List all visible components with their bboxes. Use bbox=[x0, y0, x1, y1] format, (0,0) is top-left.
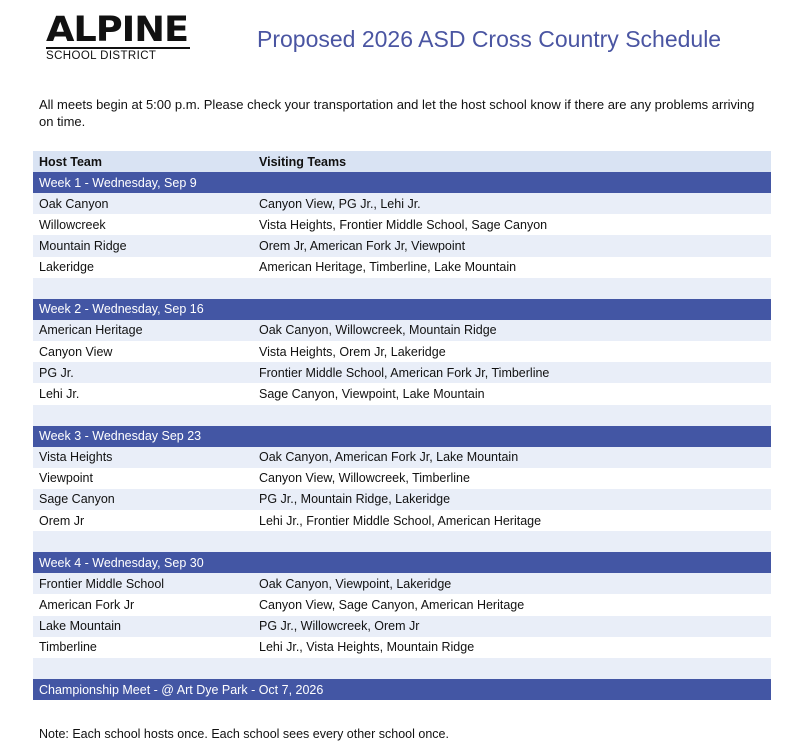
host-cell: Sage Canyon bbox=[39, 492, 115, 507]
host-cell: Oak Canyon bbox=[39, 196, 109, 211]
host-cell: Orem Jr bbox=[39, 513, 85, 528]
visiting-cell: Vista Heights, Orem Jr, Lakeridge bbox=[259, 344, 446, 359]
visiting-cell: Orem Jr, American Fork Jr, Viewpoint bbox=[259, 238, 466, 253]
visiting-cell: Oak Canyon, Willowcreek, Mountain Ridge bbox=[259, 323, 497, 338]
header-host: Host Team bbox=[39, 154, 102, 169]
table-row bbox=[33, 489, 771, 510]
host-cell: American Fork Jr bbox=[39, 598, 135, 613]
intro-text: All meets begin at 5:00 p.m. Please check your transportation and let the host school know if there are any problems arriving on time. bbox=[39, 97, 755, 129]
week-spacer bbox=[33, 405, 771, 426]
table-row bbox=[33, 637, 771, 658]
visiting-cell: Oak Canyon, American Fork Jr, Lake Mountain bbox=[259, 450, 519, 465]
table-row bbox=[33, 594, 771, 615]
visiting-cell: Canyon View, Sage Canyon, American Heritage bbox=[259, 598, 525, 613]
table-row bbox=[33, 447, 771, 468]
visiting-cell: American Heritage, Timberline, Lake Mountain bbox=[259, 260, 517, 275]
page-title: Proposed 2026 ASD Cross Country Schedule bbox=[257, 26, 722, 52]
host-cell: Willowcreek bbox=[39, 217, 106, 232]
host-cell: Canyon View bbox=[39, 344, 113, 359]
host-cell: Vista Heights bbox=[39, 450, 113, 465]
district-logo bbox=[46, 10, 192, 62]
host-cell: PG Jr. bbox=[39, 365, 74, 380]
table-row bbox=[33, 510, 771, 531]
visiting-cell: Frontier Middle School, American Fork Jr, Timberline bbox=[259, 365, 550, 380]
visiting-cell: PG Jr., Mountain Ridge, Lakeridge bbox=[259, 492, 451, 507]
week-header: Week 4 - Wednesday, Sep 30 bbox=[33, 552, 771, 573]
table-header-row bbox=[33, 151, 771, 172]
logo-subtitle: SCHOOL DISTRICT bbox=[46, 47, 190, 62]
schedule-table bbox=[33, 151, 771, 700]
logo-wordmark: ALPINE bbox=[46, 10, 189, 50]
table-row bbox=[33, 193, 771, 214]
week-spacer bbox=[33, 531, 771, 552]
table-row bbox=[33, 341, 771, 362]
table-row bbox=[33, 383, 771, 404]
visiting-cell: Lehi Jr., Frontier Middle School, American Heritage bbox=[259, 513, 542, 528]
table-row bbox=[33, 468, 771, 489]
week-spacer bbox=[33, 658, 771, 679]
footer-note: Note: Each school hosts once. Each school sees every other school once. bbox=[39, 727, 449, 741]
visiting-cell: PG Jr., Willowcreek, Orem Jr bbox=[259, 619, 420, 634]
table-row bbox=[33, 257, 771, 278]
table-row bbox=[33, 214, 771, 235]
host-cell: Viewpoint bbox=[39, 471, 93, 486]
header-visiting: Visiting Teams bbox=[259, 154, 347, 169]
host-cell: Mountain Ridge bbox=[39, 238, 127, 253]
visiting-cell: Canyon View, Willowcreek, Timberline bbox=[259, 471, 470, 486]
host-cell: Lakeridge bbox=[39, 260, 94, 275]
table-row bbox=[33, 320, 771, 341]
table-row bbox=[33, 235, 771, 256]
visiting-cell: Oak Canyon, Viewpoint, Lakeridge bbox=[259, 576, 452, 591]
host-cell: Lake Mountain bbox=[39, 619, 122, 634]
host-cell: Lehi Jr. bbox=[39, 386, 80, 401]
host-cell: Timberline bbox=[39, 640, 97, 655]
week-header: Week 3 - Wednesday Sep 23 bbox=[33, 426, 771, 447]
table-row bbox=[33, 362, 771, 383]
week-header: Week 1 - Wednesday, Sep 9 bbox=[33, 172, 771, 193]
visiting-cell: Lehi Jr., Vista Heights, Mountain Ridge bbox=[259, 640, 475, 655]
host-cell: American Heritage bbox=[39, 323, 143, 338]
visiting-cell: Canyon View, PG Jr., Lehi Jr. bbox=[259, 196, 421, 211]
visiting-cell: Sage Canyon, Viewpoint, Lake Mountain bbox=[259, 386, 485, 401]
championship-row: Championship Meet - @ Art Dye Park - Oct 7, 2026 bbox=[33, 679, 771, 700]
host-cell: Frontier Middle School bbox=[39, 576, 165, 591]
visiting-cell: Vista Heights, Frontier Middle School, Sage Canyon bbox=[259, 217, 548, 232]
week-header: Week 2 - Wednesday, Sep 16 bbox=[33, 299, 771, 320]
table-row bbox=[33, 616, 771, 637]
table-row bbox=[33, 573, 771, 594]
week-spacer bbox=[33, 278, 771, 299]
